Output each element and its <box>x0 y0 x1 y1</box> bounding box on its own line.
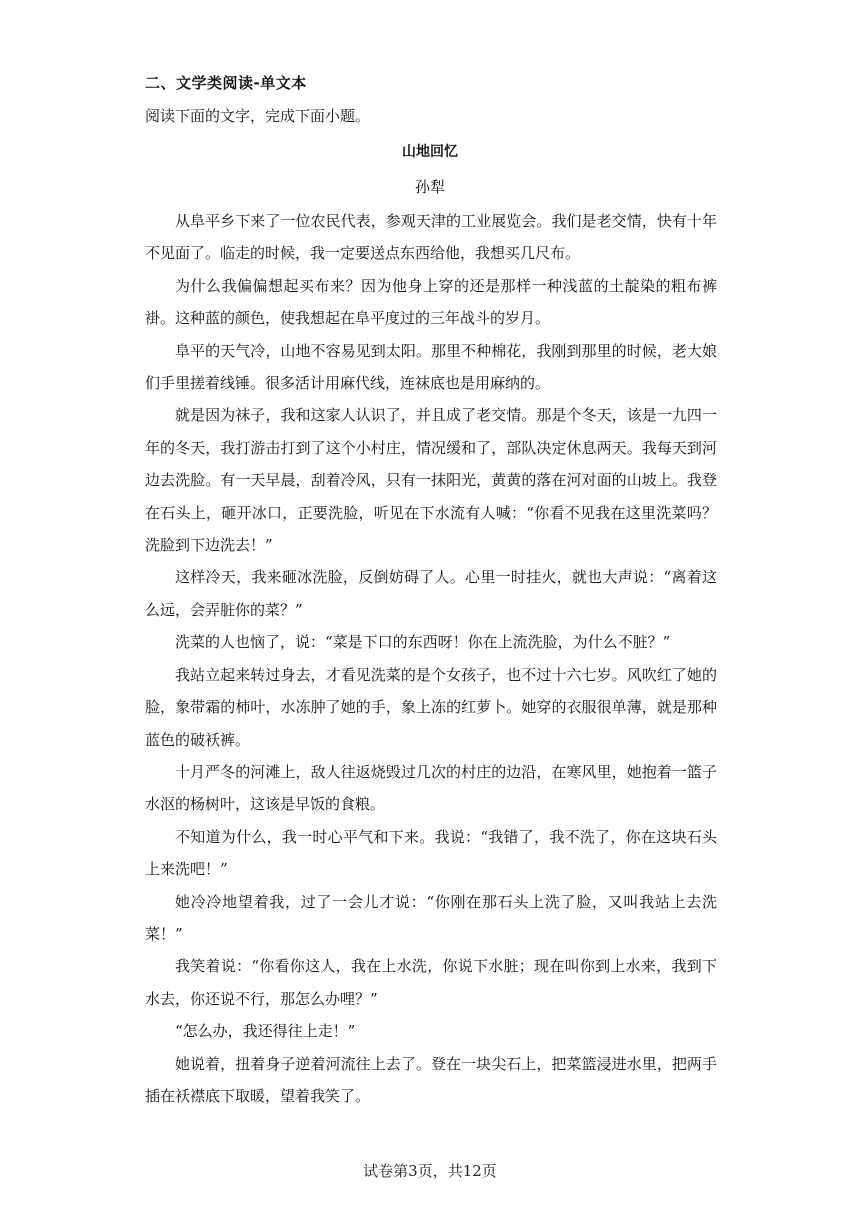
article-paragraph: 我站立起来转过身去，才看见洗菜的是个女孩子，也不过十六七岁。风吹红了她的脸，象带霜的柿叶，水冻肿了她的手，象上冻的红萝卜。她穿的衣服很单薄，就是那种蓝色的破袄裤。 <box>145 665 717 749</box>
article-paragraph: 洗菜的人也恼了，说：“菜是下口的东西呀！你在上流洗脸，为什么不脏？” <box>175 633 671 652</box>
article-paragraph: 这样冷天，我来砸冰洗脸，反倒妨碍了人。心里一时挂火，就也大声说：“离着这么远，会弄脏你的菜？” <box>145 568 717 619</box>
article-paragraph: 十月严冬的河滩上，敌人往返烧毁过几次的村庄的边沿，在寒风里，她抱着一篮子水沤的杨树叶，这该是早饭的食粮。 <box>145 762 717 814</box>
page-footer: 试卷第3页，共12页 <box>363 1162 497 1180</box>
article-paragraph: 从阜平乡下来了一位农民代表，参观天津的工业展览会。我们是老交情，快有十年不见面了。临走的时候，我一定要送点东西给他，我想买几尺布。 <box>145 212 717 263</box>
article-paragraph: 我笑着说：“你看你这人，我在上水洗，你说下水脏；现在叫你到上水来，我到下水去，你还说不行，那怎么办哩？” <box>145 957 717 1008</box>
article-paragraph: 不知道为什么，我一时心平气和下来。我说：“我错了，我不洗了，你在这块石头上来洗吧！” <box>145 827 717 879</box>
reading-instruction: 阅读下面的文字，完成下面小题。 <box>145 107 371 125</box>
article-paragraph: 就是因为袜子，我和这家人认识了，并且成了老交情。那是个冬天，该是一九四一年的冬天，我打游击打到了这个小村庄，情况缓和了，部队决定休息两天。我每天到河边去洗脸。有一天早晨，刮着冷风，只有一抹阳光，黄黄的落在河对面的山坡上。我登在石头上，砸开冰口，正要洗脸，听见在下水流有人喊：“你看不见我在这里洗菜吗？洗脸到下边洗去！” <box>145 406 717 555</box>
section-title: 二、文学类阅读-单文本 <box>145 74 307 92</box>
article-title: 山地回忆 <box>402 144 458 160</box>
article-paragraph: 阜平的天气冷，山地不容易见到太阳。那里不种棉花，我刚到那里的时候，老大娘们手里搓着线锤。很多活计用麻代线，连袜底也是用麻纳的。 <box>145 341 717 393</box>
article-paragraph: 她说着，扭着身子逆着河流往上去了。登在一块尖石上，把菜篮浸进水里，把两手插在袄襟底下取暖，望着我笑了。 <box>145 1054 717 1105</box>
article-paragraph: 为什么我偏偏想起买布来？因为他身上穿的还是那样一种浅蓝的土靛染的粗布裤褂。这种蓝的颜色，使我想起在阜平度过的三年战斗的岁月。 <box>145 276 717 328</box>
article-paragraph: “怎么办，我还得往上走！” <box>175 1022 356 1041</box>
article-paragraph: 她冷冷地望着我，过了一会儿才说：“你刚在那石头上洗了脸，又叫我站上去洗菜！” <box>145 892 717 943</box>
article-author: 孙犁 <box>414 178 445 196</box>
article-body <box>145 205 717 1112</box>
